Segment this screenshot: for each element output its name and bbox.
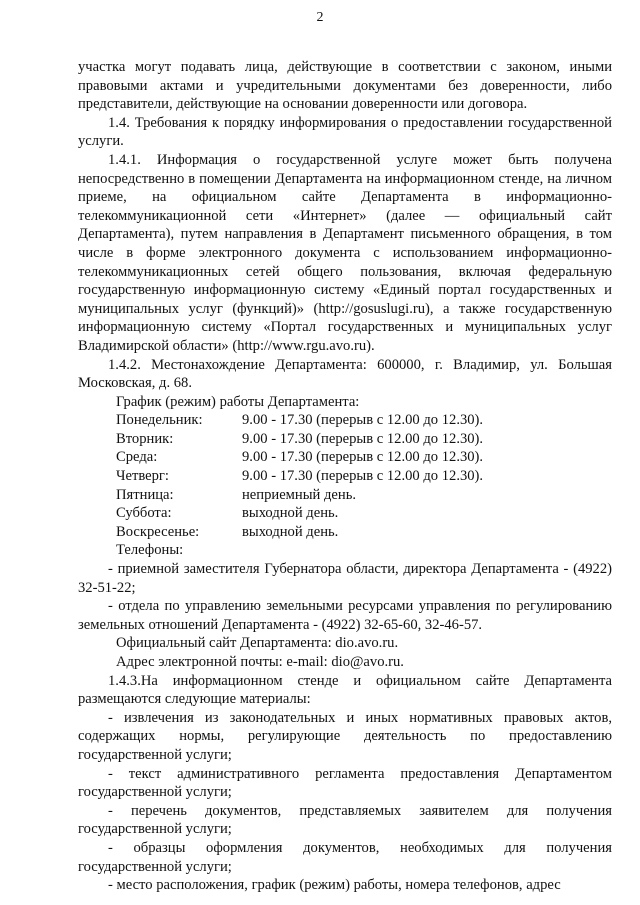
schedule-row [116, 523, 612, 542]
schedule-hours: 9.00 - 17.30 (перерыв с 12.00 до 12.30). [242, 430, 484, 447]
schedule-row [116, 411, 612, 430]
schedule-day: Четверг: [116, 468, 169, 485]
page-number: 2 [316, 10, 324, 25]
schedule-row [116, 504, 612, 523]
section-heading: 1.4. Требования к порядку информирования о предоставлении государственной услуги. [78, 114, 612, 150]
schedule-row [116, 467, 612, 486]
phones-title: Телефоны: [116, 542, 184, 559]
list-item: - извлечения из законодательных и иных нормативных правовых актов, содержащих нормы, регулирующие деятельность по предоставлению государственной услуги; [78, 709, 612, 763]
phone-entry: - отдела по управлению земельными ресурсами управления по регулированию земельных отношений Департамента - (4922) 32-65-60, 32-46-57. [78, 598, 612, 633]
schedule-hours: выходной день. [242, 523, 339, 540]
site-info: Официальный сайт Департамента: dio.avo.ru. [116, 635, 399, 652]
phone-entry: - приемной заместителя Губернатора области, директора Департамента - (4922) 32-51-22; [78, 561, 612, 596]
schedule-day: Вторник: [116, 430, 174, 447]
list-item: - текст административного регламента предоставления Департаментом государственной услуги; [78, 765, 612, 801]
schedule-title: График (режим) работы Департамента: [116, 393, 360, 410]
schedule-row [116, 448, 612, 467]
email-info: Адрес электронной почты: e-mail: dio@avo.ru. [116, 654, 404, 670]
schedule-hours: 9.00 - 17.30 (перерыв с 12.00 до 12.30). [242, 449, 484, 466]
schedule-hours: неприемный день. [242, 486, 357, 503]
list-item: - образцы оформления документов, необходимых для получения государственной услуги; [78, 839, 612, 875]
schedule-day: Среда: [116, 449, 158, 466]
schedule-row [116, 430, 612, 449]
list-item: - место расположения, график (режим) работы, номера телефонов, адрес [108, 877, 561, 894]
paragraph: участка могут подавать лица, действующие в соответствии с законом, иными правовыми актами и учредительными документами без доверенности, либо представители, действующие на основании доверенности или договора. [78, 59, 612, 113]
schedule-hours: выходной день. [242, 505, 339, 522]
schedule-day: Пятница: [116, 486, 174, 503]
materials-intro: 1.4.3.На информационном стенде и официальном сайте Департамента размещаются следующие материалы: [78, 672, 612, 708]
schedule-day: Суббота: [116, 505, 172, 522]
schedule-day: Понедельник: [116, 412, 203, 429]
schedule-hours: 9.00 - 17.30 (перерыв с 12.00 до 12.30). [242, 412, 484, 429]
schedule-hours: 9.00 - 17.30 (перерыв с 12.00 до 12.30). [242, 468, 484, 485]
list-item: - перечень документов, представляемых заявителем для получения государственной услуги; [78, 802, 612, 838]
document-body [78, 58, 612, 895]
schedule-row [116, 486, 612, 505]
paragraph: 1.4.2. Местонахождение Департамента: 600000, г. Владимир, ул. Большая Московская, д. 68. [78, 356, 612, 392]
schedule-day: Воскресенье: [116, 523, 200, 540]
paragraph: 1.4.1. Информация о государственной услуге может быть получена непосредственно в помещении Департамента на информационном стенде, на личном приеме, на официальном сайте Департамента в информационно-телекоммуникационной сети «Интернет» (далее — официальный сайт Департамента), путем направления в Департамент письменного обращения, в том числе в форме электронного документа с использованием информационно-телекоммуникационных сетей общего пользования, включая федеральную государственную информационную систему «Единый портал государственных и муниципальных услуг (функций)» (http://gosuslugi.ru), а также государственную информационную систему «Портал государственных и муниципальных услуг Владимирской области» (http://www.rgu.avo.ru). [78, 151, 612, 354]
schedule-table [116, 411, 612, 541]
